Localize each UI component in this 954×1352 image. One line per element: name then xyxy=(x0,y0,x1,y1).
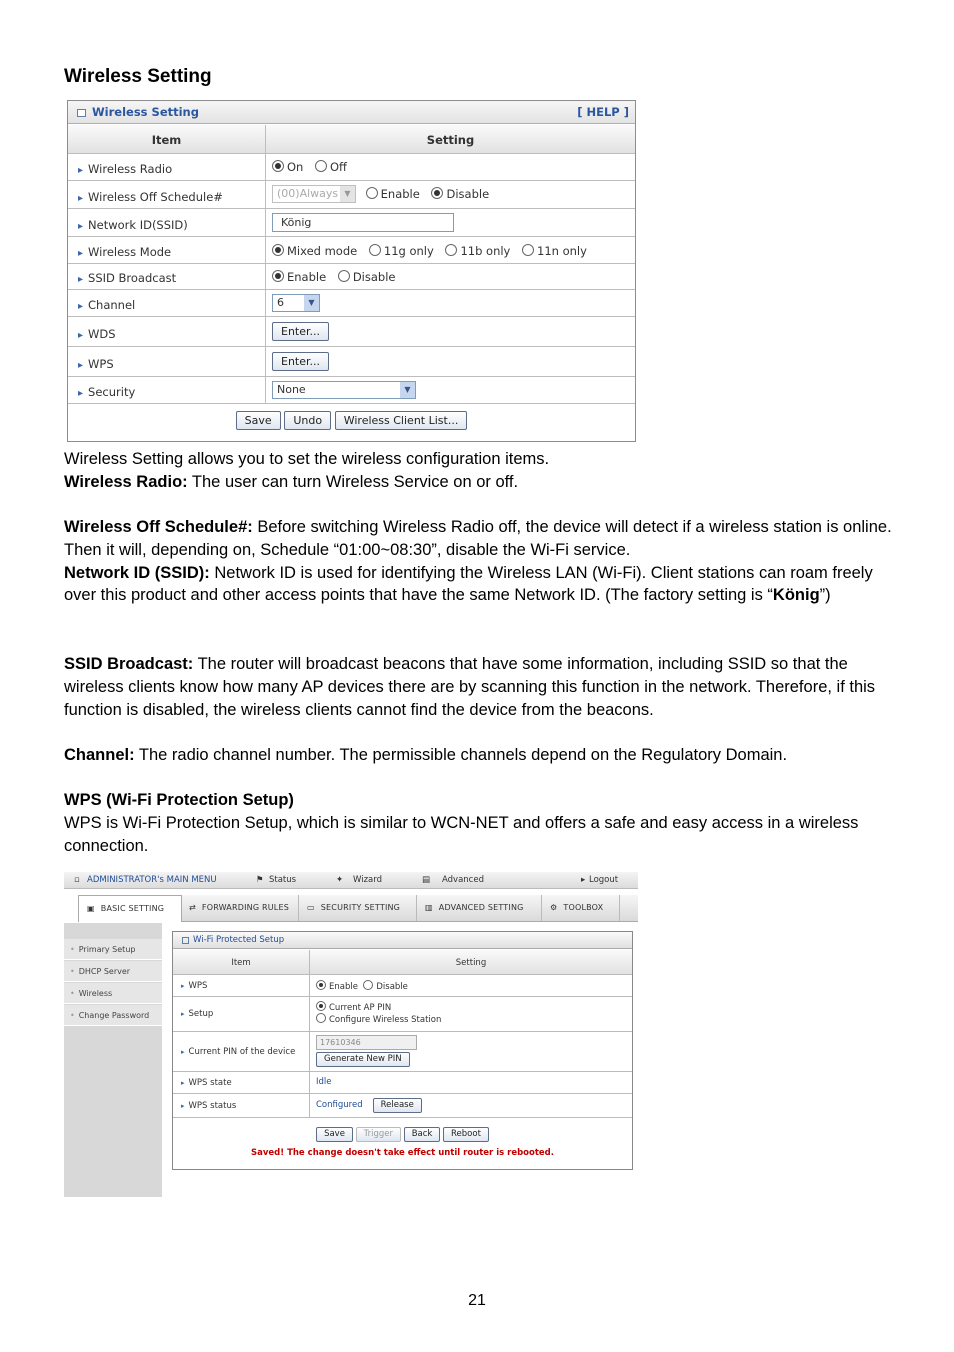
undo-button[interactable]: Undo xyxy=(284,411,331,430)
back-button[interactable]: Back xyxy=(404,1127,441,1142)
security-select-value: None xyxy=(277,383,306,396)
release-button[interactable]: Release xyxy=(373,1098,422,1113)
row-wps xyxy=(68,347,635,377)
radio-label: Disable xyxy=(446,186,490,201)
channel-paragraph xyxy=(64,744,904,767)
row-label: ▸ Wireless Radio xyxy=(78,162,172,176)
term: Network ID (SSID): xyxy=(64,563,210,582)
wireless-setting-screenshot xyxy=(67,100,636,442)
arrow-right-icon: ▸ xyxy=(581,875,586,885)
mode-11b-radio[interactable] xyxy=(445,244,457,256)
main-menu-title: ADMINISTRATOR's MAIN MENU xyxy=(87,875,217,885)
ssid-factory-value: König xyxy=(772,586,820,605)
definition: The router will broadcast beacons that have some information, including SSID so that the wireless clients know how many AP devices there are by scanning this function in the network. Therefore, if this function is disabled, the wireless clients cannot find the device from the beacons. xyxy=(64,655,876,719)
row-security xyxy=(68,377,635,404)
sidebar-item-wireless[interactable]: • Wireless xyxy=(64,983,162,1004)
wizard-icon: ✦ xyxy=(336,875,344,885)
schedule-enable-radio[interactable] xyxy=(366,187,378,199)
wps-paragraph xyxy=(64,789,904,857)
save-button[interactable]: Save xyxy=(236,411,281,430)
tab-forwarding-rules[interactable] xyxy=(181,895,299,921)
row-label: ▸ WPS xyxy=(181,981,207,991)
tab-label: FORWARDING RULES xyxy=(201,903,289,912)
broadcast-disable-radio[interactable] xyxy=(338,270,350,282)
button-bar xyxy=(68,411,635,430)
radio-label: Enable xyxy=(329,982,358,992)
row-label: ▸ WPS state xyxy=(181,1078,232,1088)
schedule-select-value: (00)Always xyxy=(277,187,339,200)
radio-label: Mixed mode xyxy=(287,244,358,258)
wps-status-value: Configured xyxy=(316,1100,363,1110)
save-button[interactable]: Save xyxy=(316,1127,353,1142)
row-wps-state xyxy=(173,1072,632,1094)
panel-box-icon xyxy=(77,109,86,117)
row-schedule xyxy=(68,181,635,209)
tab-label: SECURITY SETTING xyxy=(320,903,401,912)
schedule-select[interactable] xyxy=(272,185,356,203)
sidebar xyxy=(64,923,162,1197)
row-channel xyxy=(68,290,635,317)
wps-state-value: Idle xyxy=(316,1077,332,1087)
basic-setting-icon: ▣ xyxy=(87,904,95,913)
wizard-link[interactable]: Wizard xyxy=(353,875,382,885)
row-label: ▸ SSID Broadcast xyxy=(78,271,176,285)
sidebar-item-dhcp-server[interactable]: • DHCP Server xyxy=(64,961,162,982)
row-wireless-mode xyxy=(68,237,635,264)
chevron-down-icon: ▼ xyxy=(400,382,415,398)
row-wps xyxy=(173,975,632,997)
generate-pin-button[interactable]: Generate New PIN xyxy=(316,1052,410,1067)
mode-mixed-radio[interactable] xyxy=(272,244,284,256)
panel-box-icon xyxy=(182,937,189,944)
tab-security-setting[interactable] xyxy=(299,895,417,921)
menu-box-icon: ▫ xyxy=(74,875,80,885)
radio-label: 11b only xyxy=(460,244,511,258)
column-item: Item xyxy=(151,133,182,147)
radio-label: Configure Wireless Station xyxy=(329,1015,442,1025)
tab-advanced-setting[interactable] xyxy=(417,895,542,921)
tab-basic-setting[interactable] xyxy=(78,895,182,922)
sidebar-item-change-password[interactable]: • Change Password xyxy=(64,1005,162,1026)
top-menu-bar xyxy=(64,872,638,889)
row-label: ▸ WPS status xyxy=(181,1101,236,1111)
main-tabs xyxy=(78,895,638,922)
mode-11g-radio[interactable] xyxy=(369,244,381,256)
wds-enter-button[interactable]: Enter... xyxy=(272,322,329,341)
radio-on[interactable] xyxy=(272,160,284,172)
wps-disable-radio[interactable] xyxy=(363,980,373,990)
row-current-pin xyxy=(173,1032,632,1072)
definition-end: ”) xyxy=(819,586,831,605)
schedule-disable-radio[interactable] xyxy=(431,187,443,199)
chevron-down-icon: ▼ xyxy=(340,186,355,202)
panel-title-bar xyxy=(68,101,635,124)
channel-select[interactable] xyxy=(272,294,320,312)
status-link[interactable]: Status xyxy=(269,875,297,885)
mode-11n-radio[interactable] xyxy=(522,244,534,256)
chevron-down-icon: ▼ xyxy=(304,295,319,311)
term: Wireless Off Schedule#: xyxy=(64,518,253,536)
row-label: ▸ Channel xyxy=(78,298,135,312)
wps-panel xyxy=(172,931,633,1170)
sidebar-item-primary-setup[interactable]: • Primary Setup xyxy=(64,939,162,960)
column-item: Item xyxy=(231,958,251,968)
wireless-radio-paragraph xyxy=(64,471,904,494)
row-label: ▸ Wireless Mode xyxy=(78,245,171,259)
reboot-button[interactable]: Reboot xyxy=(443,1127,489,1142)
advanced-link[interactable]: Advanced xyxy=(442,875,484,885)
row-label: ▸ Security xyxy=(78,385,135,399)
ssid-input[interactable]: König xyxy=(272,213,454,232)
term: Channel: xyxy=(64,746,135,764)
term: SSID Broadcast: xyxy=(64,655,194,673)
security-icon: ▭ xyxy=(307,903,315,912)
row-wireless-radio xyxy=(68,154,635,181)
wps-text: WPS is Wi-Fi Protection Setup, which is similar to WCN-NET and offers a safe and easy access in a wireless connection. xyxy=(64,813,859,855)
definition: The user can turn Wireless Service on or off. xyxy=(187,472,519,491)
status-icon: ⚑ xyxy=(256,875,264,885)
forwarding-icon: ⇄ xyxy=(189,903,196,912)
radio-label: On xyxy=(287,160,304,174)
button-bar xyxy=(173,1127,632,1142)
intro-text: Wireless Setting allows you to set the wireless configuration items. xyxy=(64,450,550,468)
radio-label: 11n only xyxy=(537,244,587,258)
row-ssid-broadcast xyxy=(68,264,635,290)
radio-off[interactable] xyxy=(315,160,327,172)
logout-link[interactable]: Logout xyxy=(589,875,619,885)
radio-label: 11g only xyxy=(383,244,434,258)
column-setting: Setting xyxy=(455,958,487,968)
wps-screenshot xyxy=(64,872,638,1197)
row-setup xyxy=(173,997,632,1032)
wps-heading: WPS (Wi-Fi Protection Setup) xyxy=(64,791,294,809)
row-label: ▸ Network ID(SSID) xyxy=(78,218,188,232)
panel-title-bar xyxy=(173,932,632,949)
column-setting: Setting xyxy=(426,133,475,147)
row-wds xyxy=(68,317,635,347)
tab-label: BASIC SETTING xyxy=(100,904,165,913)
tab-label: ADVANCED SETTING xyxy=(438,903,524,912)
definition: The radio channel number. The permissible channels depend on the Regulatory Domain. xyxy=(134,746,788,764)
page-number: 21 xyxy=(468,1292,486,1309)
trigger-button[interactable]: Trigger xyxy=(356,1127,401,1142)
panel-title: Wireless Setting xyxy=(92,105,199,119)
row-label: ▸ Setup xyxy=(181,1009,213,1019)
row-label: ▸ WDS xyxy=(78,327,116,341)
radio-label: Enable xyxy=(380,186,420,201)
pin-input[interactable]: 17610346 xyxy=(316,1035,417,1050)
advanced-icon: ▤ xyxy=(422,875,431,885)
radio-label: Enable xyxy=(287,270,327,284)
term: Wireless Radio: xyxy=(64,472,188,491)
row-label: ▸ Wireless Off Schedule# xyxy=(78,190,223,204)
definition: Network ID is used for identifying the Wireless LAN (Wi-Fi). Client stations can roam freely over this product and other access points that have the same Network ID. (The factory setting is “ xyxy=(64,563,873,605)
advanced-setting-icon: ▥ xyxy=(425,903,433,912)
saved-message: Saved! The change doesn't take effect until router is rebooted. xyxy=(251,1148,554,1158)
radio-label: Disable xyxy=(376,982,408,992)
table-header xyxy=(68,125,635,154)
radio-label: Disable xyxy=(352,270,396,284)
configure-station-radio[interactable] xyxy=(316,1013,326,1023)
broadcast-enable-radio[interactable] xyxy=(272,270,284,282)
wps-enable-radio[interactable] xyxy=(316,980,326,990)
tab-label: TOOLBOX xyxy=(563,903,604,912)
security-select[interactable] xyxy=(272,381,416,399)
section-heading: Wireless Setting xyxy=(64,66,212,87)
wireless-client-list-button[interactable]: Wireless Client List... xyxy=(335,411,468,430)
radio-label: Current AP PIN xyxy=(329,1003,392,1013)
channel-select-value: 6 xyxy=(277,296,284,309)
row-wps-status xyxy=(173,1094,632,1118)
panel-title: Wi-Fi Protected Setup xyxy=(193,935,285,945)
tab-toolbox[interactable] xyxy=(542,895,620,921)
intro-paragraph xyxy=(64,448,904,494)
schedule-paragraph xyxy=(64,516,904,607)
table-header xyxy=(173,950,632,975)
row-ssid xyxy=(68,209,635,237)
definition: Before switching Wireless Radio off, the device will detect if a wireless station is online. Then it will, depending on, Schedule “01:00~08:30”, disable the Wi-Fi service. xyxy=(64,518,892,559)
row-label: ▸ Current PIN of the device xyxy=(181,1047,295,1057)
row-label: ▸ WPS xyxy=(78,357,114,371)
wps-enter-button[interactable]: Enter... xyxy=(272,352,329,371)
help-link[interactable]: [ HELP ] xyxy=(577,105,629,119)
radio-label: Off xyxy=(330,160,347,174)
broadcast-paragraph xyxy=(64,653,904,721)
toolbox-icon: ⚙ xyxy=(550,903,558,912)
current-ap-pin-radio[interactable] xyxy=(316,1001,326,1011)
